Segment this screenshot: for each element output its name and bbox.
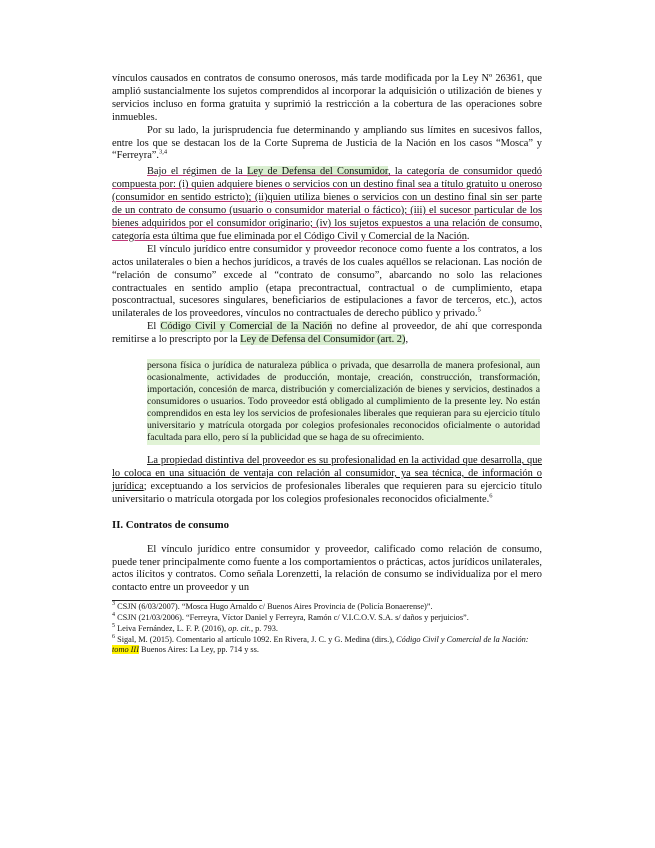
paragraph-7: El vínculo jurídico entre consumidor y proveedor, calificado como relación de consumo, puede tener principalmente como fuente a los comportamientos o prácticas, actos jurídicos unilaterales, actos ilícitos y contratos. Como señala Lorenzetti, la relación de consumo se individualiza por el mero contacto entre un proveedor y un bbox=[112, 543, 542, 594]
footnote-6 bbox=[112, 635, 542, 655]
paragraph-6 bbox=[112, 455, 542, 507]
paragraph-4 bbox=[112, 244, 542, 321]
paragraph-5-text-c: , bbox=[405, 334, 409, 346]
link-ley-defensa-consumidor-art2[interactable]: Ley de Defensa del Consumidor (art. 2) bbox=[240, 334, 406, 346]
paragraph-4-text: El vínculo jurídico entre consumidor y proveedor reconoce como fuente a los contratos, a los actos unilaterales o bien a hechos jurídicos, a través de los cuales aquéllos se relacionan. Las noción de “relación de consumo” excede al “contrato de consumo”, abarcando no solo las relaciones contractuales en sentido amplio (etapa precontractual, contractual o de cumplimiento, etapa poscontractual, sucesores singulares, beneficiarios de estipulaciones a favor de terceros, etc.), actos unilaterales de los proveedores, vínculos no contractuales de derecho público y privado. bbox=[112, 243, 542, 320]
paragraph-3-text-b: , la categoría de consumidor quedó compuesta por: (i) quien adquiere bienes o servicios con un destino final sea a título gratuito u oneroso (consumidor en sentido estricto); (ii)quien utiliza bienes o servicios con un destino final sin ser parte de un contrato de consumo (usuario o consumidor material o fáctico); (iii) el sucesor particular de los bienes adquiridos por el consumidor originario; (iv) los sujetos expuestos a una relación de consumo, categoría esta última que fue eliminada por el bbox=[112, 166, 542, 242]
block-quote: persona física o jurídica de naturaleza pública o privada, que desarrolla de manera profesional, aun ocasionalmente, actividades de producción, montaje, creación, construcción, transformación, importación, concesión de marca, distribución y comercialización de bienes y servicios, destinados a consumidores o usuarios. Todo proveedor está obligado al cumplimiento de la presente ley. No están comprendidos en esta ley los servicios de profesionales liberales que requieran para su ejercicio título universitario y matrícula otorgada por colegios profesionales reconocidos oficialmente o autoridad facultada para ello, pero sí la publicidad que se haga de su ofrecimiento. bbox=[147, 360, 540, 444]
footnote-5 bbox=[112, 624, 542, 634]
paragraph-5-text-b: no define al proveedor, de ahí que corresponda remitirse a lo prescripto por la bbox=[112, 321, 542, 346]
footnote-6-num: 6 bbox=[112, 634, 115, 641]
paragraph-1: vínculos causados en contratos de consumo onerosos, más tarde modificada por la Ley Nº 26361, que amplió sustancialmente los sujetos comprendidos al incorporar la adquisición o utilización de bienes y servicios incluso en forma gratuita y suprimió la restricción a la cobertura de las operaciones sobre inmuebles. bbox=[112, 73, 542, 123]
footnote-6-text-a: Sigal, M. (2015). Comentario al artículo 1092. En Rivera, J. C. y G. Medina (dirs.), bbox=[117, 635, 397, 645]
footnote-6-text-b: Código Civil y Comercial de la Nación: bbox=[396, 635, 529, 645]
footnote-4-num: 4 bbox=[112, 612, 115, 619]
footnote-4 bbox=[112, 613, 542, 623]
footnote-3-num: 3 bbox=[112, 601, 115, 608]
footnote-3 bbox=[112, 602, 542, 612]
paragraph-3-text-a: Bajo el régimen de la bbox=[147, 166, 248, 178]
footnote-ref-3-4[interactable]: 3,4 bbox=[159, 148, 168, 156]
paragraph-3-text-c: . bbox=[466, 230, 470, 242]
link-codigo-civil-comercial-2[interactable]: Código Civil y Comercial de la Nación bbox=[160, 321, 333, 333]
footnote-4-text: CSJN (21/03/2006). “Ferreyra, Víctor Daniel y Ferreyra, Ramón c/ V.I.C.O.V. S.A. s/ daños y perjuicios”. bbox=[117, 613, 469, 623]
footnote-5-text-a: Leiva Fernández, L. F. P. (2016), bbox=[117, 624, 229, 634]
paragraph-5-text-a: El bbox=[147, 321, 161, 333]
link-codigo-civil-comercial[interactable]: Código Civil y Comercial de la Nación bbox=[304, 230, 467, 242]
link-ley-defensa-consumidor[interactable]: Ley de Defensa del Consumidor bbox=[247, 166, 388, 178]
footnote-3-text: CSJN (6/03/2007). “Mosca Hugo Arnaldo c/ Buenos Aires Provincia de (Policía Bonaerense)”. bbox=[117, 602, 433, 612]
page-body bbox=[112, 73, 542, 655]
section-title: II. Contratos de consumo bbox=[112, 518, 229, 531]
paragraph-2-text: Por su lado, la jurisprudencia fue determinando y ampliando sus límites en sucesivos fallos, entre los que se destacan los de la Corte Suprema de Justicia de la Nación en los casos “Mosca” y “Ferreyra”. bbox=[112, 124, 542, 162]
footnote-6-text-d: Buenos Aires: La Ley, pp. 714 y ss. bbox=[138, 645, 259, 655]
paragraph-3 bbox=[112, 166, 542, 243]
footnote-ref-5[interactable]: 5 bbox=[477, 306, 481, 314]
footnote-6-text-c: tomo III bbox=[112, 645, 139, 655]
paragraph-5 bbox=[112, 321, 542, 347]
footnote-ref-6[interactable]: 6 bbox=[489, 492, 493, 500]
footnote-5-num: 5 bbox=[112, 623, 115, 630]
paragraph-6-underlined: La propiedad distintiva del proveedor es su profesionalidad en la actividad que desarrolla, que lo coloca en una situación de ventaja con relación al consumidor, ya sea técnica, de información o jurídica bbox=[112, 455, 542, 492]
footnote-5-text-b: op. cit. bbox=[228, 624, 251, 634]
paragraph-2 bbox=[112, 125, 542, 164]
footnote-5-text-c: , p. 793. bbox=[250, 624, 278, 634]
paragraph-6-rest: ; exceptuando a los servicios de profesionales liberales que requieren para su ejercicio título universitario o matrícula otorgada por los colegios profesionales reconocidos oficialmente. bbox=[112, 480, 542, 505]
